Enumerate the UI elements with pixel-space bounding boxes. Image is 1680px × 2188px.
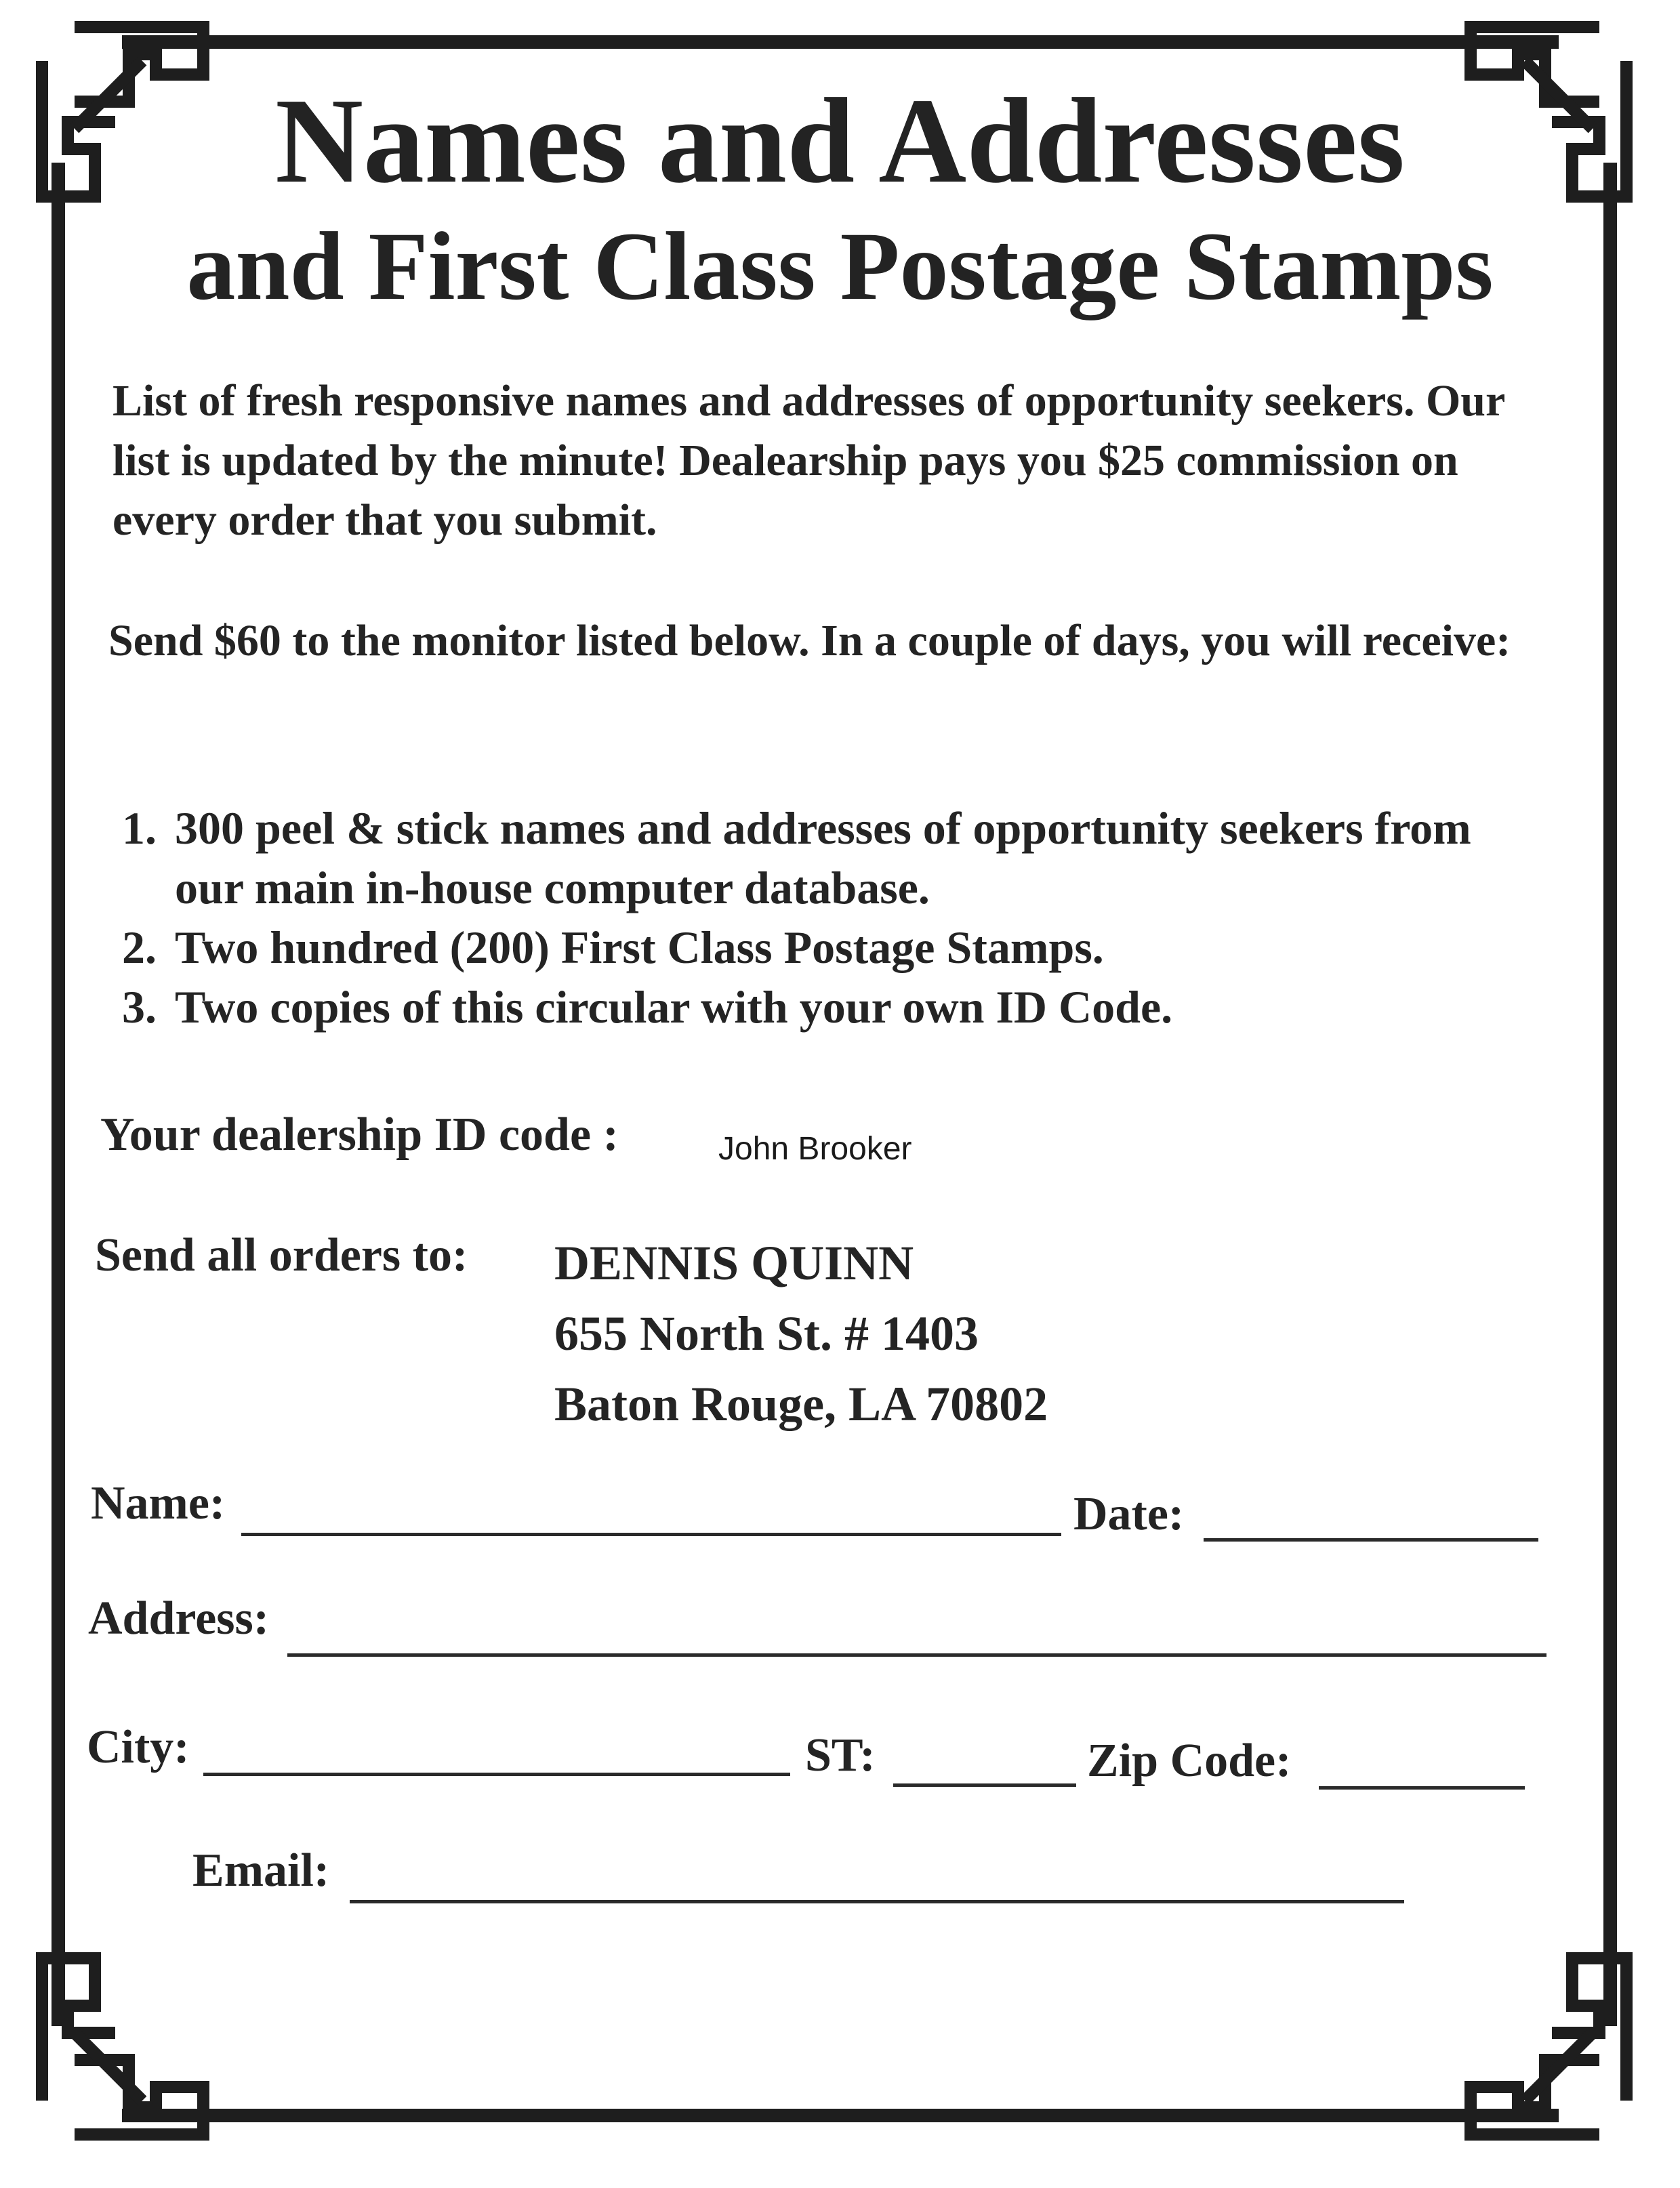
list-item-text: Two hundred (200) First Class Postage Stamps.: [175, 922, 1104, 973]
address-city-line: Baton Rouge, LA 70802: [554, 1377, 1048, 1431]
address-label: Address:: [88, 1592, 270, 1645]
page-title: Names and Addresses: [275, 73, 1405, 208]
city-label: City:: [87, 1721, 190, 1773]
email-field[interactable]: [350, 1900, 1404, 1903]
corner-ornament-bottom-left: [42, 1958, 203, 2134]
date-field[interactable]: [1204, 1538, 1538, 1542]
list-item-number: 2.: [122, 922, 157, 973]
email-label: Email:: [192, 1844, 330, 1897]
send-orders-label: Send all orders to:: [95, 1229, 468, 1281]
list-item-text: 300 peel & stick names and addresses of opportunity seekers from our main in-house computer database.: [175, 802, 1471, 913]
page-subtitle: and First Class Postage Stamps: [186, 213, 1494, 321]
mailing-address: [554, 1228, 1048, 1439]
list-item-number: 3.: [122, 981, 157, 1033]
list-item: [122, 798, 1538, 917]
city-field[interactable]: [203, 1773, 790, 1776]
name-label: Name:: [91, 1477, 226, 1529]
corner-ornament-bottom-right: [1471, 1958, 1626, 2134]
send-instruction: Send $60 to the monitor listed below. In a couple of days, you will receive:: [108, 616, 1511, 665]
address-street: 655 North St. # 1403: [554, 1306, 979, 1361]
dealership-id-label: Your dealership ID code :: [100, 1109, 619, 1161]
list-item-text: Two copies of this circular with your own ID Code.: [175, 981, 1173, 1033]
dealership-id-value: John Brooker: [718, 1131, 912, 1167]
address-field[interactable]: [287, 1653, 1546, 1657]
address-name: DENNIS QUINN: [554, 1236, 914, 1290]
offer-list: [122, 798, 1538, 1037]
list-item: [122, 917, 1538, 977]
state-label: ST:: [805, 1729, 876, 1781]
name-field[interactable]: [241, 1533, 1061, 1536]
list-item: [122, 977, 1538, 1037]
zip-code-field[interactable]: [1319, 1786, 1525, 1790]
state-field[interactable]: [893, 1783, 1076, 1787]
intro-paragraph: List of fresh responsive names and addresses of opportunity seekers. Our list is updated by the minute! Dealearship pays you $25 commission on every order that you submit.: [112, 376, 1505, 545]
date-label: Date:: [1073, 1488, 1185, 1540]
zip-code-label: Zip Code:: [1087, 1735, 1292, 1787]
list-item-number: 1.: [122, 802, 157, 854]
